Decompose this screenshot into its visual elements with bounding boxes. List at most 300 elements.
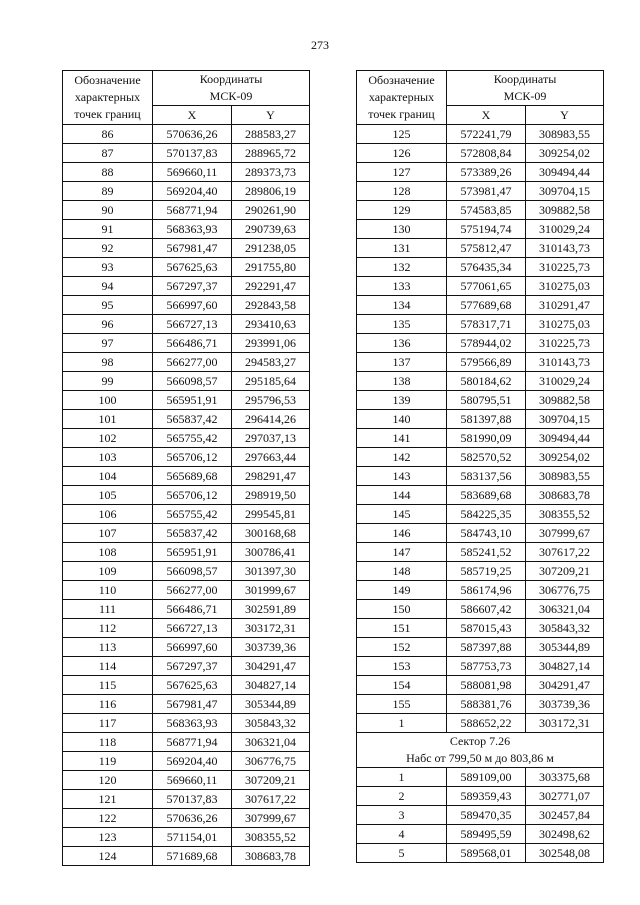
point-id-cell: 152 bbox=[357, 638, 447, 657]
x-header: X bbox=[153, 106, 232, 125]
table-row bbox=[63, 163, 310, 182]
point-id-cell: 1 bbox=[357, 768, 447, 787]
point-id-cell: 123 bbox=[63, 828, 153, 847]
point-id-cell: 100 bbox=[63, 391, 153, 410]
point-id-cell: 155 bbox=[357, 695, 447, 714]
table-row bbox=[357, 372, 604, 391]
x-coordinate-cell: 571154,01 bbox=[153, 828, 232, 847]
y-coordinate-cell: 295185,64 bbox=[232, 372, 310, 391]
x-coordinate-cell: 570137,83 bbox=[153, 144, 232, 163]
x-coordinate-cell: 584743,10 bbox=[447, 524, 526, 543]
point-id-cell: 101 bbox=[63, 410, 153, 429]
table-row bbox=[63, 600, 310, 619]
table-row bbox=[357, 714, 604, 733]
table-row bbox=[357, 676, 604, 695]
x-coordinate-cell: 575194,74 bbox=[447, 220, 526, 239]
designation-header: Обозначение характерных точек границ bbox=[63, 71, 153, 125]
point-id-cell: 144 bbox=[357, 486, 447, 505]
x-coordinate-cell: 587015,43 bbox=[447, 619, 526, 638]
y-coordinate-cell: 298919,50 bbox=[232, 486, 310, 505]
table-row bbox=[63, 296, 310, 315]
table-row bbox=[63, 144, 310, 163]
x-coordinate-cell: 568771,94 bbox=[153, 733, 232, 752]
x-coordinate-cell: 566277,00 bbox=[153, 353, 232, 372]
point-id-cell: 135 bbox=[357, 315, 447, 334]
coordinates-header: Координаты МСК-09 bbox=[447, 71, 604, 106]
x-coordinate-cell: 566277,00 bbox=[153, 581, 232, 600]
x-coordinate-cell: 572808,84 bbox=[447, 144, 526, 163]
table-row bbox=[357, 182, 604, 201]
x-coordinate-cell: 583137,56 bbox=[447, 467, 526, 486]
y-coordinate-cell: 308983,55 bbox=[526, 467, 604, 486]
y-coordinate-cell: 290739,63 bbox=[232, 220, 310, 239]
y-coordinate-cell: 310275,03 bbox=[526, 277, 604, 296]
x-coordinate-cell: 580184,62 bbox=[447, 372, 526, 391]
point-id-cell: 134 bbox=[357, 296, 447, 315]
y-coordinate-cell: 301397,30 bbox=[232, 562, 310, 581]
point-id-cell: 90 bbox=[63, 201, 153, 220]
x-coordinate-cell: 570636,26 bbox=[153, 125, 232, 144]
point-id-cell: 136 bbox=[357, 334, 447, 353]
point-id-cell: 89 bbox=[63, 182, 153, 201]
point-id-cell: 88 bbox=[63, 163, 153, 182]
y-coordinate-cell: 310029,24 bbox=[526, 372, 604, 391]
table-row bbox=[357, 657, 604, 676]
point-id-cell: 107 bbox=[63, 524, 153, 543]
y-coordinate-cell: 304827,14 bbox=[526, 657, 604, 676]
y-coordinate-cell: 310225,73 bbox=[526, 334, 604, 353]
y-coordinate-cell: 310029,24 bbox=[526, 220, 604, 239]
table-row bbox=[357, 334, 604, 353]
y-coordinate-cell: 305344,89 bbox=[526, 638, 604, 657]
table-row bbox=[357, 163, 604, 182]
x-coordinate-cell: 587397,88 bbox=[447, 638, 526, 657]
point-id-cell: 149 bbox=[357, 581, 447, 600]
table-row bbox=[63, 619, 310, 638]
table-row bbox=[63, 410, 310, 429]
table-body-right bbox=[357, 125, 604, 733]
x-coordinate-cell: 585241,52 bbox=[447, 543, 526, 562]
y-coordinate-cell: 299545,81 bbox=[232, 505, 310, 524]
x-coordinate-cell: 577061,65 bbox=[447, 277, 526, 296]
table-row bbox=[63, 638, 310, 657]
table-row bbox=[63, 220, 310, 239]
point-id-cell: 103 bbox=[63, 448, 153, 467]
table-row bbox=[63, 201, 310, 220]
x-coordinate-cell: 568363,93 bbox=[153, 714, 232, 733]
y-coordinate-cell: 290261,90 bbox=[232, 201, 310, 220]
point-id-cell: 97 bbox=[63, 334, 153, 353]
x-coordinate-cell: 566727,13 bbox=[153, 619, 232, 638]
y-coordinate-cell: 300168,68 bbox=[232, 524, 310, 543]
x-coordinate-cell: 584225,35 bbox=[447, 505, 526, 524]
y-coordinate-cell: 307617,22 bbox=[526, 543, 604, 562]
x-coordinate-cell: 565951,91 bbox=[153, 391, 232, 410]
y-coordinate-cell: 306776,75 bbox=[526, 581, 604, 600]
point-id-cell: 137 bbox=[357, 353, 447, 372]
x-coordinate-cell: 570636,26 bbox=[153, 809, 232, 828]
x-coordinate-cell: 568363,93 bbox=[153, 220, 232, 239]
table-row bbox=[357, 695, 604, 714]
point-id-cell: 109 bbox=[63, 562, 153, 581]
table-row bbox=[357, 806, 604, 825]
table-row bbox=[357, 787, 604, 806]
table-row bbox=[63, 467, 310, 486]
table-row bbox=[357, 220, 604, 239]
coordinates-table-left bbox=[62, 70, 310, 866]
y-coordinate-cell: 288583,27 bbox=[232, 125, 310, 144]
y-coordinate-cell: 303739,36 bbox=[232, 638, 310, 657]
table-row bbox=[357, 239, 604, 258]
y-coordinate-cell: 310143,73 bbox=[526, 239, 604, 258]
table-row bbox=[357, 353, 604, 372]
y-coordinate-cell: 303172,31 bbox=[526, 714, 604, 733]
x-coordinate-cell: 569204,40 bbox=[153, 182, 232, 201]
x-coordinate-cell: 589495,59 bbox=[447, 825, 526, 844]
point-id-cell: 93 bbox=[63, 258, 153, 277]
table-row bbox=[63, 847, 310, 866]
table-row bbox=[63, 391, 310, 410]
x-coordinate-cell: 581397,88 bbox=[447, 410, 526, 429]
table-row bbox=[63, 809, 310, 828]
y-coordinate-cell: 291238,05 bbox=[232, 239, 310, 258]
point-id-cell: 129 bbox=[357, 201, 447, 220]
x-coordinate-cell: 567981,47 bbox=[153, 239, 232, 258]
point-id-cell: 151 bbox=[357, 619, 447, 638]
y-coordinate-cell: 309882,58 bbox=[526, 201, 604, 220]
point-id-cell: 94 bbox=[63, 277, 153, 296]
point-id-cell: 148 bbox=[357, 562, 447, 581]
x-coordinate-cell: 583689,68 bbox=[447, 486, 526, 505]
point-id-cell: 99 bbox=[63, 372, 153, 391]
point-id-cell: 120 bbox=[63, 771, 153, 790]
point-id-cell: 139 bbox=[357, 391, 447, 410]
x-coordinate-cell: 589568,01 bbox=[447, 844, 526, 863]
y-coordinate-cell: 308683,78 bbox=[232, 847, 310, 866]
y-coordinate-cell: 302498,62 bbox=[526, 825, 604, 844]
x-coordinate-cell: 565706,12 bbox=[153, 486, 232, 505]
table-row bbox=[63, 524, 310, 543]
point-id-cell: 92 bbox=[63, 239, 153, 258]
y-coordinate-cell: 310143,73 bbox=[526, 353, 604, 372]
x-coordinate-cell: 578317,71 bbox=[447, 315, 526, 334]
x-coordinate-cell: 566486,71 bbox=[153, 600, 232, 619]
y-coordinate-cell: 307999,67 bbox=[526, 524, 604, 543]
table-row bbox=[357, 562, 604, 581]
table-row bbox=[63, 581, 310, 600]
x-coordinate-cell: 588652,22 bbox=[447, 714, 526, 733]
table-row bbox=[63, 733, 310, 752]
point-id-cell: 127 bbox=[357, 163, 447, 182]
y-coordinate-cell: 306321,04 bbox=[526, 600, 604, 619]
x-coordinate-cell: 565755,42 bbox=[153, 505, 232, 524]
y-coordinate-cell: 309494,44 bbox=[526, 429, 604, 448]
point-id-cell: 111 bbox=[63, 600, 153, 619]
point-id-cell: 5 bbox=[357, 844, 447, 863]
x-coordinate-cell: 580795,51 bbox=[447, 391, 526, 410]
table-row bbox=[63, 543, 310, 562]
table-row bbox=[357, 524, 604, 543]
point-id-cell: 102 bbox=[63, 429, 153, 448]
x-coordinate-cell: 566098,57 bbox=[153, 562, 232, 581]
point-id-cell: 122 bbox=[63, 809, 153, 828]
table-row bbox=[63, 448, 310, 467]
sector-table-body bbox=[357, 768, 604, 863]
table-row bbox=[357, 543, 604, 562]
y-coordinate-cell: 309254,02 bbox=[526, 448, 604, 467]
point-id-cell: 114 bbox=[63, 657, 153, 676]
x-coordinate-cell: 571689,68 bbox=[153, 847, 232, 866]
point-id-cell: 115 bbox=[63, 676, 153, 695]
table-row bbox=[357, 258, 604, 277]
page-number: 273 bbox=[311, 38, 329, 52]
y-coordinate-cell: 292291,47 bbox=[232, 277, 310, 296]
table-row bbox=[357, 467, 604, 486]
table-row bbox=[63, 657, 310, 676]
table-row bbox=[357, 505, 604, 524]
x-coordinate-cell: 587753,73 bbox=[447, 657, 526, 676]
y-coordinate-cell: 307209,21 bbox=[526, 562, 604, 581]
table-row bbox=[63, 372, 310, 391]
y-coordinate-cell: 310225,73 bbox=[526, 258, 604, 277]
table-row bbox=[63, 125, 310, 144]
designation-header: Обозначение характерных точек границ bbox=[357, 71, 447, 125]
point-id-cell: 141 bbox=[357, 429, 447, 448]
y-coordinate-cell: 302591,89 bbox=[232, 600, 310, 619]
x-coordinate-cell: 578944,02 bbox=[447, 334, 526, 353]
point-id-cell: 150 bbox=[357, 600, 447, 619]
y-coordinate-cell: 304291,47 bbox=[232, 657, 310, 676]
point-id-cell: 1 bbox=[357, 714, 447, 733]
y-coordinate-cell: 293410,63 bbox=[232, 315, 310, 334]
point-id-cell: 98 bbox=[63, 353, 153, 372]
x-coordinate-cell: 565689,68 bbox=[153, 467, 232, 486]
table-row bbox=[357, 768, 604, 787]
point-id-cell: 138 bbox=[357, 372, 447, 391]
x-coordinate-cell: 582570,52 bbox=[447, 448, 526, 467]
x-coordinate-cell: 567625,63 bbox=[153, 676, 232, 695]
table-row bbox=[63, 790, 310, 809]
table-row bbox=[357, 619, 604, 638]
y-coordinate-cell: 298291,47 bbox=[232, 467, 310, 486]
point-id-cell: 147 bbox=[357, 543, 447, 562]
x-coordinate-cell: 572241,79 bbox=[447, 125, 526, 144]
y-coordinate-cell: 308355,52 bbox=[232, 828, 310, 847]
x-coordinate-cell: 566098,57 bbox=[153, 372, 232, 391]
y-coordinate-cell: 308983,55 bbox=[526, 125, 604, 144]
x-coordinate-cell: 575812,47 bbox=[447, 239, 526, 258]
y-coordinate-cell: 310291,47 bbox=[526, 296, 604, 315]
table-row bbox=[357, 429, 604, 448]
x-coordinate-cell: 588381,76 bbox=[447, 695, 526, 714]
x-coordinate-cell: 568771,94 bbox=[153, 201, 232, 220]
y-coordinate-cell: 309254,02 bbox=[526, 144, 604, 163]
x-coordinate-cell: 566727,13 bbox=[153, 315, 232, 334]
y-coordinate-cell: 308683,78 bbox=[526, 486, 604, 505]
table-row bbox=[63, 562, 310, 581]
y-coordinate-cell: 292843,58 bbox=[232, 296, 310, 315]
y-coordinate-cell: 302457,84 bbox=[526, 806, 604, 825]
x-coordinate-cell: 589109,00 bbox=[447, 768, 526, 787]
x-coordinate-cell: 585719,25 bbox=[447, 562, 526, 581]
y-coordinate-cell: 288965,72 bbox=[232, 144, 310, 163]
point-id-cell: 132 bbox=[357, 258, 447, 277]
table-row bbox=[357, 296, 604, 315]
point-id-cell: 104 bbox=[63, 467, 153, 486]
point-id-cell: 143 bbox=[357, 467, 447, 486]
x-coordinate-cell: 566486,71 bbox=[153, 334, 232, 353]
y-coordinate-cell: 297037,13 bbox=[232, 429, 310, 448]
table-row bbox=[63, 334, 310, 353]
table-row bbox=[63, 505, 310, 524]
table-row bbox=[63, 695, 310, 714]
table-row bbox=[357, 277, 604, 296]
coordinates-header: Координаты МСК-09 bbox=[153, 71, 310, 106]
y-coordinate-cell: 301999,67 bbox=[232, 581, 310, 600]
table-row bbox=[357, 825, 604, 844]
y-coordinate-cell: 294583,27 bbox=[232, 353, 310, 372]
table-row bbox=[357, 844, 604, 863]
point-id-cell: 91 bbox=[63, 220, 153, 239]
y-coordinate-cell: 289373,73 bbox=[232, 163, 310, 182]
y-coordinate-cell: 303375,68 bbox=[526, 768, 604, 787]
x-coordinate-cell: 589359,43 bbox=[447, 787, 526, 806]
table-row bbox=[63, 353, 310, 372]
y-coordinate-cell: 300786,41 bbox=[232, 543, 310, 562]
point-id-cell: 146 bbox=[357, 524, 447, 543]
y-coordinate-cell: 303739,36 bbox=[526, 695, 604, 714]
point-id-cell: 145 bbox=[357, 505, 447, 524]
x-coordinate-cell: 567297,37 bbox=[153, 277, 232, 296]
x-coordinate-cell: 567297,37 bbox=[153, 657, 232, 676]
x-coordinate-cell: 586607,42 bbox=[447, 600, 526, 619]
sector-section bbox=[357, 733, 604, 768]
x-coordinate-cell: 565951,91 bbox=[153, 543, 232, 562]
point-id-cell: 140 bbox=[357, 410, 447, 429]
y-coordinate-cell: 302548,08 bbox=[526, 844, 604, 863]
sector-title: Сектор 7.26 Набс от 799,50 м до 803,86 м bbox=[357, 733, 604, 768]
y-coordinate-cell: 302771,07 bbox=[526, 787, 604, 806]
point-id-cell: 131 bbox=[357, 239, 447, 258]
y-coordinate-cell: 291755,80 bbox=[232, 258, 310, 277]
y-coordinate-cell: 310275,03 bbox=[526, 315, 604, 334]
table-row bbox=[63, 676, 310, 695]
table-row bbox=[357, 315, 604, 334]
point-id-cell: 142 bbox=[357, 448, 447, 467]
y-coordinate-cell: 296414,26 bbox=[232, 410, 310, 429]
point-id-cell: 128 bbox=[357, 182, 447, 201]
point-id-cell: 95 bbox=[63, 296, 153, 315]
y-coordinate-cell: 305344,89 bbox=[232, 695, 310, 714]
table-row bbox=[63, 486, 310, 505]
x-coordinate-cell: 569660,11 bbox=[153, 771, 232, 790]
table-row bbox=[63, 714, 310, 733]
point-id-cell: 130 bbox=[357, 220, 447, 239]
point-id-cell: 126 bbox=[357, 144, 447, 163]
point-id-cell: 3 bbox=[357, 806, 447, 825]
table-row bbox=[63, 258, 310, 277]
point-id-cell: 117 bbox=[63, 714, 153, 733]
table-row bbox=[63, 752, 310, 771]
x-coordinate-cell: 565837,42 bbox=[153, 524, 232, 543]
x-coordinate-cell: 569204,40 bbox=[153, 752, 232, 771]
y-coordinate-cell: 309704,15 bbox=[526, 182, 604, 201]
point-id-cell: 106 bbox=[63, 505, 153, 524]
y-coordinate-cell: 307999,67 bbox=[232, 809, 310, 828]
x-coordinate-cell: 576435,34 bbox=[447, 258, 526, 277]
y-coordinate-cell: 303172,31 bbox=[232, 619, 310, 638]
point-id-cell: 2 bbox=[357, 787, 447, 806]
table-row bbox=[357, 391, 604, 410]
x-coordinate-cell: 565755,42 bbox=[153, 429, 232, 448]
x-coordinate-cell: 589470,35 bbox=[447, 806, 526, 825]
sector-header-row bbox=[357, 733, 604, 768]
y-header: Y bbox=[232, 106, 310, 125]
x-coordinate-cell: 577689,68 bbox=[447, 296, 526, 315]
table-row bbox=[63, 277, 310, 296]
x-coordinate-cell: 567981,47 bbox=[153, 695, 232, 714]
x-coordinate-cell: 588081,98 bbox=[447, 676, 526, 695]
y-coordinate-cell: 289806,19 bbox=[232, 182, 310, 201]
point-id-cell: 105 bbox=[63, 486, 153, 505]
x-coordinate-cell: 565706,12 bbox=[153, 448, 232, 467]
y-coordinate-cell: 309704,15 bbox=[526, 410, 604, 429]
table-row bbox=[63, 182, 310, 201]
point-id-cell: 119 bbox=[63, 752, 153, 771]
point-id-cell: 86 bbox=[63, 125, 153, 144]
table-row bbox=[357, 410, 604, 429]
table-row bbox=[63, 315, 310, 334]
point-id-cell: 96 bbox=[63, 315, 153, 334]
y-coordinate-cell: 304291,47 bbox=[526, 676, 604, 695]
x-coordinate-cell: 567625,63 bbox=[153, 258, 232, 277]
point-id-cell: 154 bbox=[357, 676, 447, 695]
point-id-cell: 118 bbox=[63, 733, 153, 752]
table-body-left bbox=[63, 125, 310, 866]
y-coordinate-cell: 293991,06 bbox=[232, 334, 310, 353]
table-row bbox=[357, 486, 604, 505]
point-id-cell: 124 bbox=[63, 847, 153, 866]
x-coordinate-cell: 565837,42 bbox=[153, 410, 232, 429]
table-row bbox=[357, 201, 604, 220]
y-coordinate-cell: 306776,75 bbox=[232, 752, 310, 771]
table-row bbox=[357, 144, 604, 163]
table-row bbox=[63, 429, 310, 448]
table-row bbox=[357, 581, 604, 600]
y-coordinate-cell: 295796,53 bbox=[232, 391, 310, 410]
table-row bbox=[63, 771, 310, 790]
point-id-cell: 113 bbox=[63, 638, 153, 657]
point-id-cell: 116 bbox=[63, 695, 153, 714]
y-coordinate-cell: 307209,21 bbox=[232, 771, 310, 790]
x-header: X bbox=[447, 106, 526, 125]
y-coordinate-cell: 306321,04 bbox=[232, 733, 310, 752]
y-coordinate-cell: 307617,22 bbox=[232, 790, 310, 809]
y-coordinate-cell: 297663,44 bbox=[232, 448, 310, 467]
x-coordinate-cell: 574583,85 bbox=[447, 201, 526, 220]
table-row bbox=[357, 125, 604, 144]
table-row bbox=[63, 828, 310, 847]
x-coordinate-cell: 581990,09 bbox=[447, 429, 526, 448]
y-coordinate-cell: 308355,52 bbox=[526, 505, 604, 524]
point-id-cell: 153 bbox=[357, 657, 447, 676]
point-id-cell: 125 bbox=[357, 125, 447, 144]
point-id-cell: 4 bbox=[357, 825, 447, 844]
x-coordinate-cell: 573981,47 bbox=[447, 182, 526, 201]
point-id-cell: 112 bbox=[63, 619, 153, 638]
point-id-cell: 133 bbox=[357, 277, 447, 296]
x-coordinate-cell: 573389,26 bbox=[447, 163, 526, 182]
